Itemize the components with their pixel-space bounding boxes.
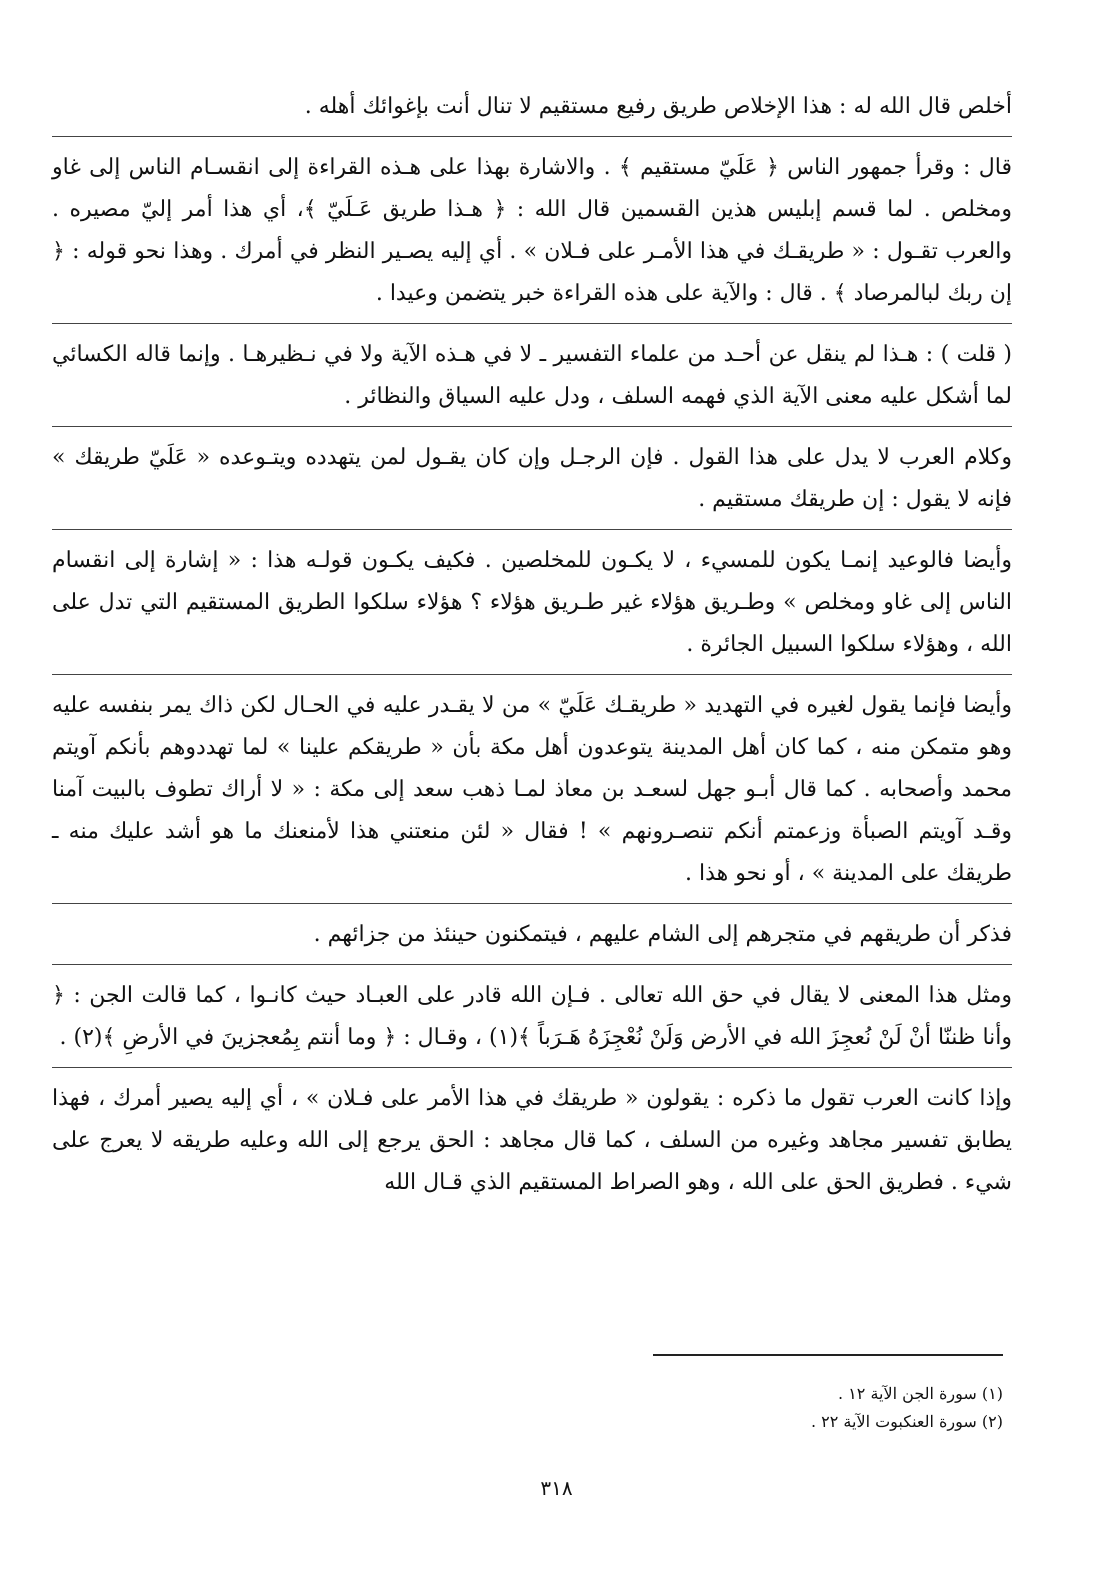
paragraph-6: وأيضا فإنما يقول لغيره في التهديد « طريقـك عَلَيّ » من لا يقـدر عليه في الحـال لكن ذاك يمر بنفسه عليه وهو متمكن منه ، كما كان أهل المدينة يتوعدون أهل مكة بأن « طريقكم علينا » لما تهددوهم بأنكم آويتم محمد وأصحابه . كما قال أبـو جهل لسعـد بن معاذ لمـا ذهب سعد إلى مكة : « لا أراك تطوف بالبيت آمنا وقـد آويتم الصبأة وزعمتم أنكم تنصـرونهم » ! فقال « لئن منعتني هذا لأمنعنك ما هو أشد عليك منه ـ طريقك على المدينة » ، أو نحو هذا .	[52, 693, 1012, 886]
paragraph-8: ومثل هذا المعنى لا يقال في حق الله تعالى . فـإن الله قادر على العبـاد حيث كانـوا ، كما قالت الجن : ﴿ وأنا ظننّا أنْ لَنْ نُعجِزَ الله في الأرض وَلَنْ نُعْجِزَهُ هَـرَباً ﴾(١) ، وقـال : ﴿ وما أنتم بِمُعجزينَ في الأرضِ ﴾(٢) .	[52, 983, 1012, 1050]
footnote-2: (٢) سورة العنكبوت الآية ٢٢ .	[810, 1412, 1003, 1431]
page-number: ٣١٨	[540, 1476, 573, 1500]
footnote-separator	[653, 1354, 1003, 1356]
paragraph-divider	[52, 903, 1012, 904]
paragraph-5: وأيضا فالوعيد إنمـا يكون للمسيء ، لا يكـون للمخلصين . فكيف يكـون قولـه هذا : « إشارة إلى انقسام الناس إلى غاو ومخلص » وطـريق هؤلاء غير طـريق هؤلاء ؟ هؤلاء سلكوا الطريق المستقيم التي تدل على الله ، وهؤلاء سلكوا السبيل الجائرة .	[52, 548, 1012, 657]
paragraph-divider	[52, 674, 1012, 675]
paragraph-7: فذكر أن طريقهم في متجرهم إلى الشام عليهم ، فيتمكنون حينئذ من جزائهم .	[313, 922, 1012, 947]
footnotes	[403, 1380, 1003, 1436]
paragraph-2: قال : وقرأ جمهور الناس ﴿ عَلَيّ مستقيم ﴾ . والاشارة بهذا على هـذه القراءة إلى انقسـام الناس إلى غاو ومخلص . لما قسم إبليس هذين القسمين قال الله : ﴿ هـذا طريق عَـلَيّ ﴾، أي هذا أمر إليّ مصيره . والعرب تقـول : « طريقـك في هذا الأمـر على فـلان » . أي إليه يصـير النظر في أمرك . وهذا نحو قوله : ﴿ إن ربك لبالمرصاد ﴾ . قال : والآية على هذه القراءة خبر يتضمن وعيدا .	[52, 155, 1012, 306]
paragraph-3: ( قلت ) : هـذا لم ينقل عن أحـد من علماء التفسير ـ لا في هـذه الآية ولا في نـظيرهـا . وإنما قاله الكسائي لما أشكل عليه معنى الآية الذي فهمه السلف ، ودل عليه السياق والنظائر .	[52, 342, 1012, 409]
paragraph-1: أخلص قال الله له : هذا الإخلاص طريق رفيع مستقيم لا تنال أنت بإغوائك أهله .	[304, 94, 1012, 119]
paragraph-divider	[52, 136, 1012, 137]
paragraph-divider	[52, 964, 1012, 965]
footnote-1: (١) سورة الجن الآية ١٢ .	[838, 1384, 1003, 1403]
paragraph-4: وكلام العرب لا يدل على هذا القول . فإن الرجـل وإن كان يقـول لمن يتهدده ويتـوعده « عَلَيّ طريقك » فإنه لا يقول : إن طريقك مستقيم .	[52, 445, 1012, 512]
paragraph-9: وإذا كانت العرب تقول ما ذكره : يقولون « طريقك في هذا الأمر على فـلان » ، أي إليه يصير أمرك ، فهذا يطابق تفسير مجاهد وغيره من السلف ، كما قال مجاهد : الحق يرجع إلى الله وعليه طريقه لا يعرج على شيء . فطريق الحق على الله ، وهو الصراط المستقيم الذي قـال الله	[52, 1086, 1012, 1195]
paragraph-divider	[52, 529, 1012, 530]
paragraph-divider	[52, 1067, 1012, 1068]
paragraph-divider	[52, 323, 1012, 324]
page-body	[52, 86, 1012, 1204]
paragraph-divider	[52, 426, 1012, 427]
